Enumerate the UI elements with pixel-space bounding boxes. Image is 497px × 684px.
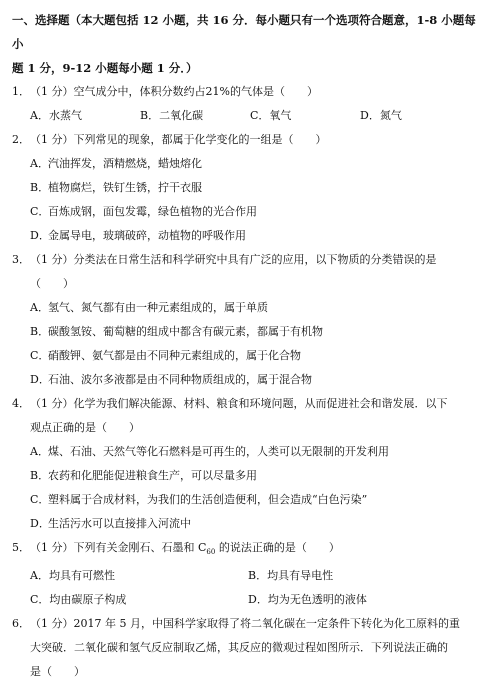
option-text: 氢气、氮气都有由一种元素组成的，属于单质	[48, 301, 268, 314]
option-text: 植物腐烂，铁钉生锈，拧干衣服	[48, 181, 202, 194]
option-c[interactable]	[250, 104, 360, 128]
option-a[interactable]	[12, 296, 487, 320]
question-text: （1 分）下列常见的现象，都属于化学变化的一组是（ ）	[30, 133, 327, 146]
option-text: 氮气	[379, 109, 402, 122]
question-4-continuation: 观点正确的是（ ）	[30, 421, 140, 434]
option-key: B．	[30, 469, 50, 482]
option-text: 水蒸气	[48, 109, 82, 122]
option-b[interactable]	[12, 320, 487, 344]
option-key: D．	[30, 517, 50, 530]
option-text: 均具有导电性	[267, 569, 334, 583]
option-d[interactable]	[12, 512, 487, 536]
option-c[interactable]	[30, 588, 248, 612]
option-a[interactable]	[12, 440, 487, 464]
option-d[interactable]	[248, 588, 466, 612]
question-4	[12, 392, 487, 416]
question-number: 2．	[12, 133, 30, 146]
option-d[interactable]	[360, 104, 470, 128]
option-key: C．	[30, 205, 50, 218]
question-5-options-row1	[12, 564, 487, 588]
subscript-60: 60	[206, 548, 216, 557]
option-b[interactable]	[248, 564, 466, 588]
option-key: B．	[30, 325, 50, 338]
option-text: 氧气	[269, 109, 292, 122]
question-3	[12, 248, 487, 272]
option-key: A．	[30, 569, 49, 583]
section-title-line1: 一、选择题（本大题包括 12 小题，共 16 分．每小题只有一个选项符合题意，1-8 小题每小	[12, 13, 476, 51]
question-5-options-row2	[12, 588, 487, 612]
option-key: A．	[30, 109, 49, 122]
question-3-continuation: （ ）	[30, 277, 74, 290]
question-6	[12, 612, 487, 636]
option-key: D．	[248, 593, 268, 607]
option-key: C．	[30, 349, 50, 362]
section-title-line2: 题 1 分，9-12 小题每小题 1 分．）	[12, 61, 198, 75]
question-number: 1．	[12, 85, 30, 98]
option-text: 均具有可燃性	[48, 569, 115, 583]
question-number: 4．	[12, 397, 30, 410]
option-text: 均由碳原子构成	[49, 593, 127, 607]
option-text: 生活污水可以直接排入河流中	[48, 517, 191, 530]
option-a[interactable]	[12, 152, 487, 176]
question-1	[12, 80, 487, 104]
option-text: 硝酸钾、氨气都是由不同种元素组成的，属于化合物	[48, 349, 301, 362]
option-key: D．	[360, 109, 380, 122]
option-text: 金属导电，玻璃破碎，动植物的呼吸作用	[48, 229, 246, 242]
option-key: D．	[30, 373, 50, 386]
option-text: 二氧化碳	[159, 109, 204, 122]
option-text: 塑料属于合成材料，为我们的生活创造便利，但会造成“白色污染”	[48, 493, 368, 506]
option-b[interactable]	[12, 176, 487, 200]
question-text: （1 分）下列有关金刚石、石墨和 C	[30, 541, 207, 554]
question-number: 3．	[12, 253, 30, 266]
option-b[interactable]	[140, 104, 250, 128]
option-text: 煤、石油、天然气等化石燃料是可再生的，人类可以无限制的开发利用	[48, 445, 389, 458]
question-number: 5．	[12, 541, 30, 554]
option-key: B．	[248, 569, 268, 583]
option-c[interactable]	[12, 200, 487, 224]
option-c[interactable]	[12, 344, 487, 368]
question-1-options	[12, 104, 487, 128]
option-text: 均为无色透明的液体	[267, 593, 367, 607]
option-a[interactable]	[30, 564, 248, 588]
option-d[interactable]	[12, 224, 487, 248]
option-text: 百炼成钢，面包发霉，绿色植物的光合作用	[48, 205, 257, 218]
option-text: 石油、波尔多液都是由不同种物质组成的，属于混合物	[48, 373, 312, 386]
option-key: A．	[30, 445, 49, 458]
option-key: A．	[30, 157, 49, 170]
option-text: 汽油挥发，酒精燃烧，蜡烛熔化	[48, 157, 202, 170]
option-key: B．	[30, 181, 50, 194]
question-6-continuation-1: 大突破．二氧化碳和氢气反应制取乙烯，其反应的微观过程如图所示．下列说法正确的	[30, 641, 448, 655]
option-key: D．	[30, 229, 50, 242]
option-d[interactable]	[12, 368, 487, 392]
question-text-after: 的说法正确的是（ ）	[215, 541, 340, 554]
question-2	[12, 128, 487, 152]
question-5	[12, 536, 487, 564]
option-key: C．	[30, 593, 50, 607]
question-text: （1 分）分类法在日常生活和科学研究中具有广泛的应用，以下物质的分类错误的是	[30, 253, 437, 266]
question-number: 6．	[12, 617, 30, 631]
option-key: C．	[250, 109, 270, 122]
option-key: A．	[30, 301, 49, 314]
option-text: 碳酸氢铵、葡萄糖的组成中都含有碳元素，都属于有机物	[48, 325, 323, 338]
option-c[interactable]	[12, 488, 487, 512]
option-key: B．	[140, 109, 160, 122]
option-a[interactable]	[30, 104, 140, 128]
question-text: （1 分）化学为我们解决能源、材料、粮食和环境问题，从而促进社会和谐发展．以下	[30, 397, 448, 410]
question-text: （1 分）空气成分中，体积分数约占21%的气体是（ ）	[30, 85, 318, 98]
option-text: 农药和化肥能促进粮食生产，可以尽量多用	[48, 469, 257, 482]
question-text: （1 分）2017 年 5 月，中国科学家取得了将二氧化碳在一定条件下转化为化工原料的重	[30, 617, 460, 631]
option-b[interactable]	[12, 464, 487, 488]
option-key: C．	[30, 493, 50, 506]
question-6-continuation-2: 是（ ）	[30, 665, 85, 679]
